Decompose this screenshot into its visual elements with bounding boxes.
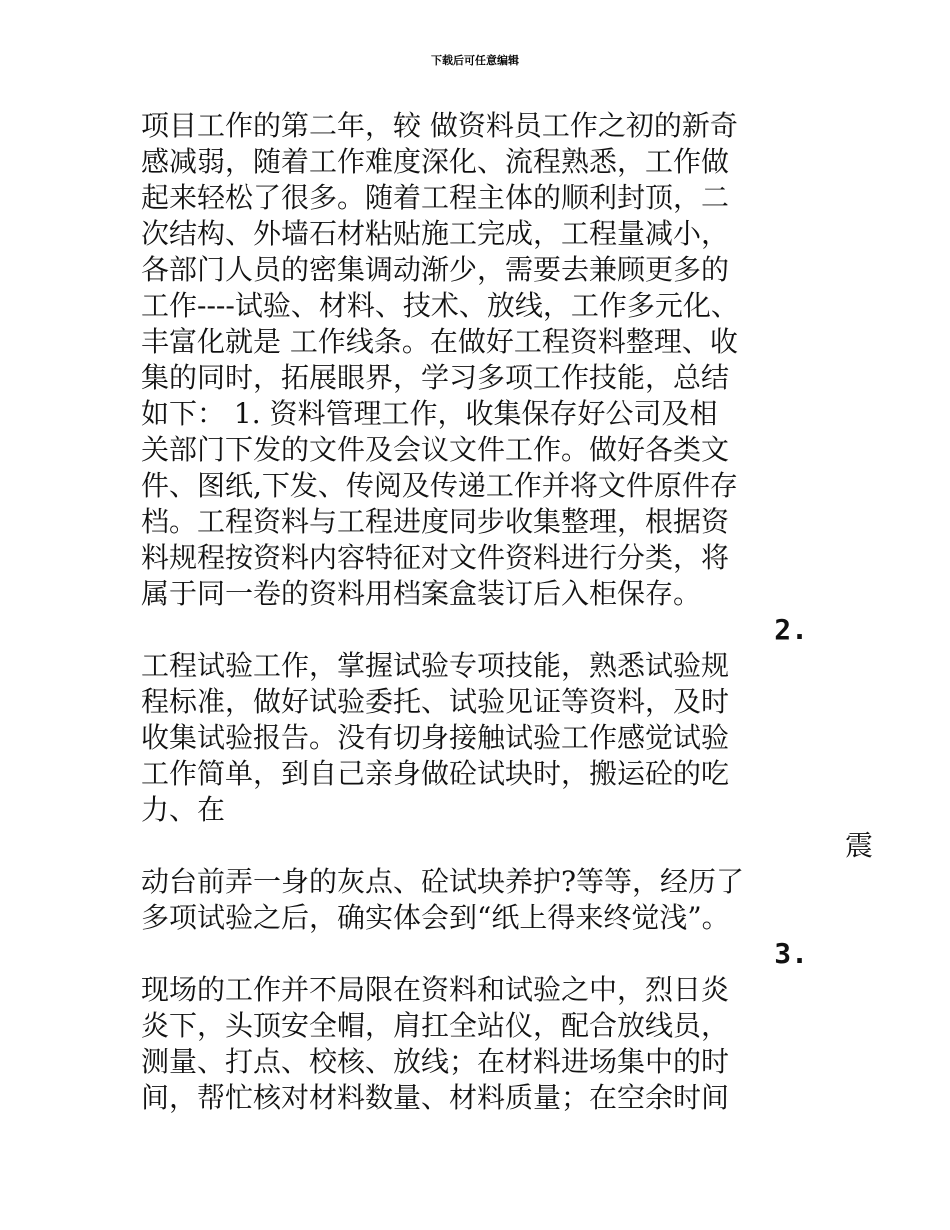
text-line-right: 震 xyxy=(844,829,873,862)
text-line: 工程试验工作，掌握试验专项技能，熟悉试验规 xyxy=(141,649,730,682)
text-line: 料规程按资料内容特征对文件资料进行分类，将 xyxy=(141,541,730,574)
text-line: 力、在 xyxy=(141,793,226,826)
text-line: 现场的工作并不局限在资料和试验之中，烈日炎 xyxy=(141,973,730,1006)
text-line: 关部门下发的文件及会议文件工作。做好各类文 xyxy=(141,433,730,466)
text-line: 程标准，做好试验委托、试验见证等资料，及时 xyxy=(141,685,730,718)
text-line: 属于同一卷的资料用档案盒装订后入柜保存。 xyxy=(141,577,702,610)
text-line: 丰富化就是 工作线条。在做好工程资料整理、收 xyxy=(141,325,738,358)
text-line: 间，帮忙核对材料数量、材料质量；在空余时间 xyxy=(141,1081,730,1114)
text-line: 件、图纸,下发、传阅及传递工作并将文件原件存 xyxy=(141,469,738,502)
section-number-3: 3. xyxy=(774,937,808,970)
section-number-2: 2. xyxy=(774,613,808,646)
text-line: 动台前弄一身的灰点、砼试块养护?等等，经历了 xyxy=(141,865,745,898)
text-line: 项目工作的第二年，较 做资料员工作之初的新奇 xyxy=(141,109,738,142)
text-line: 如下： 1. 资料管理工作，收集保存好公司及相 xyxy=(141,397,718,430)
text-line: 工作----试验、材料、技术、放线，工作多元化、 xyxy=(141,289,739,322)
text-line: 次结构、外墙石材粘贴施工完成，工程量减小， xyxy=(141,217,730,250)
text-line: 档。工程资料与工程进度同步收集整理，根据资 xyxy=(141,505,730,538)
text-line: 测量、打点、校核、放线；在材料进场集中的时 xyxy=(141,1045,730,1078)
text-line: 感减弱，随着工作难度深化、流程熟悉，工作做 xyxy=(141,145,730,178)
body-text xyxy=(141,108,873,1116)
text-line: 起来轻松了很多。随着工程主体的顺利封顶，二 xyxy=(141,181,730,214)
text-line: 收集试验报告。没有切身接触试验工作感觉试验 xyxy=(141,721,730,754)
text-line: 各部门人员的密集调动渐少，需要去兼顾更多的 xyxy=(141,253,730,286)
text-line: 集的同时，拓展眼界，学习多项工作技能，总结 xyxy=(141,361,730,394)
page-header: 下载后可任意编辑 xyxy=(431,54,519,67)
text-line: 工作简单，到自己亲身做砼试块时，搬运砼的吃 xyxy=(141,757,730,790)
text-line: 多项试验之后，确实体会到“纸上得来终觉浅”。 xyxy=(141,901,730,934)
text-line: 炎下，头顶安全帽，肩扛全站仪，配合放线员， xyxy=(141,1009,730,1042)
